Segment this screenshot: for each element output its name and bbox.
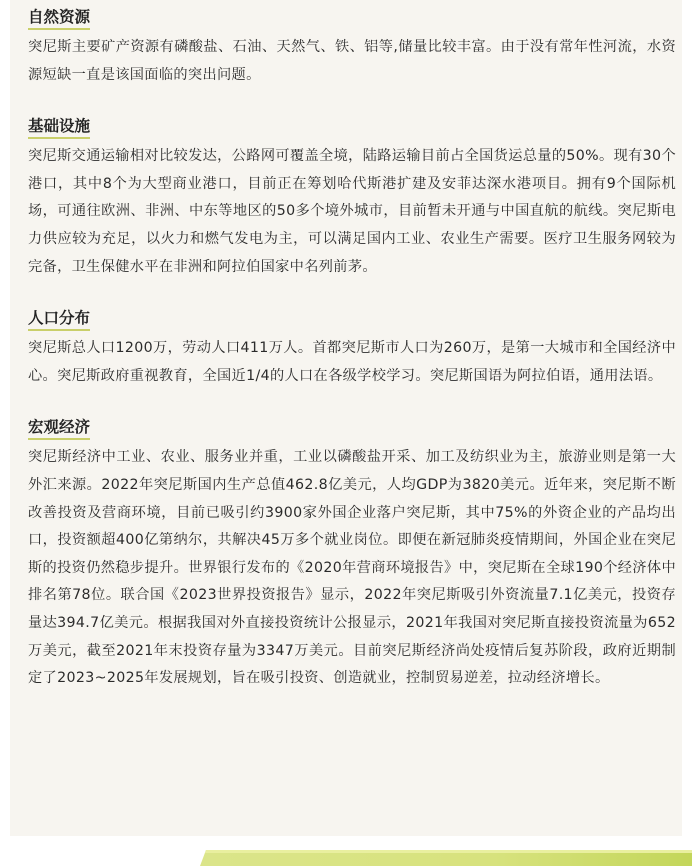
section-infrastructure [28, 115, 676, 281]
article-content [28, 6, 676, 693]
section-population [28, 307, 676, 390]
section-body: 突尼斯交通运输相对比较发达，公路网可覆盖全境，陆路运输目前占全国货运总量的50%。现有30个港口，其中8个为大型商业港口，目前正在筹划哈代斯港扩建及安菲达深水港项目。拥有9个国际机场，可通往欧洲、非洲、中东等地区的50多个境外城市，目前暂未开通与中国直航的航线。突尼斯电力供应较为充足，以火力和燃气发电为主，可以满足国内工业、农业生产需要。医疗卫生服务网较为完备，卫生保健水平在非洲和阿拉伯国家中名列前茅。 [28, 148, 676, 275]
section-heading: 自然资源 [28, 6, 90, 30]
section-heading: 宏观经济 [28, 416, 90, 440]
section-natural-resources [28, 6, 676, 89]
section-macro-economy [28, 416, 676, 692]
section-heading: 基础设施 [28, 115, 90, 139]
section-body: 突尼斯经济中工业、农业、服务业并重，工业以磷酸盐开采、加工及纺织业为主，旅游业则是第一大外汇来源。2022年突尼斯国内生产总值462.8亿美元，人均GDP为3820美元。近年来，突尼斯不断改善投资及营商环境，目前已吸引约3900家外国企业落户突尼斯，其中75%的外资企业的产品均出口，投资额超400亿第纳尔，共解决45万多个就业岗位。即便在新冠肺炎疫情期间，外国企业在突尼斯的投资仍然稳步提升。世界银行发布的《2020年营商环境报告》中，突尼斯在全球190个经济体中排名第78位。联合国《2023世界投资报告》显示，2022年突尼斯吸引外资流量7.1亿美元，投资存量达394.7亿美元。根据我国对外直接投资统计公报显示，2021年我国对突尼斯直接投资流量为652万美元，截至2021年末投资存量为3347万美元。目前突尼斯经济尚处疫情后复苏阶段，政府近期制定了2023~2025年发展规划，旨在吸引投资、创造就业，控制贸易逆差，拉动经济增长。 [28, 449, 676, 687]
section-body: 突尼斯主要矿产资源有磷酸盐、石油、天然气、铁、铝等,储量比较丰富。由于没有常年性河流，水资源短缺一直是该国面临的突出问题。 [28, 39, 676, 83]
section-body: 突尼斯总人口1200万，劳动人口411万人。首都突尼斯市人口为260万，是第一大城市和全国经济中心。突尼斯政府重视教育，全国近1/4的人口在各级学校学习。突尼斯国语为阿拉伯语，通用法语。 [28, 340, 676, 384]
article-page [10, 0, 682, 836]
decorative-footer-bar [200, 850, 692, 866]
section-heading: 人口分布 [28, 307, 90, 331]
